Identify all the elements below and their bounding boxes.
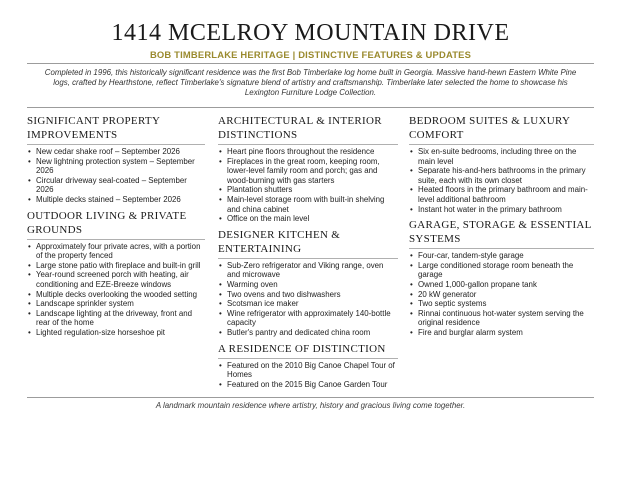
- feature-section: [27, 114, 205, 205]
- section-heading-wrap: [409, 114, 594, 145]
- feature-list-item: • Wine refrigerator with approximately 140-bottle capacity: [218, 309, 398, 328]
- feature-list-item: • Rinnai continuous hot-water system serving the original residence: [409, 309, 594, 328]
- footer-divider: [27, 397, 594, 398]
- feature-list-item: • New lightning protection system – September 2026: [27, 157, 205, 176]
- feature-list: [218, 361, 398, 390]
- feature-list-item: • Four-car, tandem-style garage: [409, 251, 594, 261]
- feature-section: [218, 342, 398, 390]
- feature-list-item: • Warming oven: [218, 280, 398, 290]
- section-heading-wrap: [409, 218, 594, 249]
- feature-list-item: • Large conditioned storage room beneath the garage: [409, 261, 594, 280]
- page-title: 1414 MCELROY MOUNTAIN DRIVE: [111, 20, 510, 46]
- feature-list: [409, 251, 594, 337]
- section-heading-wrap: [218, 228, 398, 259]
- feature-section: [409, 218, 594, 337]
- feature-section: [218, 114, 398, 224]
- feature-list-item: • Two ovens and two dishwashers: [218, 290, 398, 300]
- intro-paragraph: Completed in 1996, this historically significant residence was the first Bob Timberlake log home built in Georgia. Massive hand-hewn Eastern White Pine logs, crafted by Hearthstone, reflect Timberlake's signature blend of artistry and craftsmanship. Timberlake later selected the home to showcase his Lexington Furniture Lodge Collection.: [44, 68, 577, 97]
- header-divider: [27, 63, 594, 64]
- section-heading-wrap: [218, 114, 398, 145]
- feature-section: [218, 228, 398, 338]
- section-title: BEDROOM SUITES & LUXURY COMFORT: [409, 115, 570, 141]
- section-heading-wrap: [27, 114, 205, 145]
- feature-list-item: • Plantation shutters: [218, 185, 398, 195]
- feature-list-item: • Featured on the 2015 Big Canoe Garden Tour: [218, 380, 398, 390]
- feature-list-item: • Office on the main level: [218, 214, 398, 224]
- feature-list-item: • Featured on the 2010 Big Canoe Chapel Tour of Homes: [218, 361, 398, 380]
- feature-list-item: • Main-level storage room with built-in shelving and china cabinet: [218, 195, 398, 214]
- intro-divider: [27, 107, 594, 108]
- feature-list-item: • Landscape lighting at the driveway, front and rear of the home: [27, 309, 205, 328]
- feature-list-item: • Lighted regulation-size horseshoe pit: [27, 328, 205, 338]
- left-column: [27, 114, 205, 342]
- feature-section: [27, 209, 205, 338]
- feature-list-item: • New cedar shake roof – September 2026: [27, 147, 205, 157]
- footer-tagline: A landmark mountain residence where artistry, history and gracious living come together.: [155, 401, 466, 410]
- feature-list-item: • Fire and burglar alarm system: [409, 328, 594, 338]
- feature-list: [218, 147, 398, 224]
- feature-list-item: • 20 kW generator: [409, 290, 594, 300]
- feature-list-item: • Landscape sprinkler system: [27, 299, 205, 309]
- feature-list-item: • Fireplaces in the great room, keeping room, lower-level family room and porch; gas and wood-burning with gas starters: [218, 157, 398, 186]
- section-title: SIGNIFICANT PROPERTY IMPROVEMENTS: [27, 115, 160, 141]
- feature-list-item: • Sub-Zero refrigerator and Viking range, oven and microwave: [218, 261, 398, 280]
- feature-list-item: • Two septic systems: [409, 299, 594, 309]
- section-heading-wrap: [218, 342, 398, 359]
- section-title: OUTDOOR LIVING & PRIVATE GROUNDS: [27, 209, 187, 236]
- page-subtitle: BOB TIMBERLAKE HERITAGE | DISTINCTIVE FEATURES & UPDATES: [149, 49, 472, 60]
- feature-list-item: • Multiple decks stained – September 2026: [27, 195, 205, 205]
- section-title: GARAGE, STORAGE & ESSENTIAL SYSTEMS: [409, 219, 592, 246]
- feature-list-item: • Heated floors in the primary bathroom and main-level additional bathroom: [409, 185, 594, 204]
- feature-list-item: • Circular driveway seal-coated – September 2026: [27, 176, 205, 195]
- feature-list-item: • Owned 1,000-gallon propane tank: [409, 280, 594, 290]
- feature-section: [409, 114, 594, 214]
- feature-list-item: • Heart pine floors throughout the residence: [218, 147, 398, 157]
- right-column: [409, 114, 594, 342]
- feature-list-item: • Year-round screened porch with heating, air conditioning and EZE-Breeze windows: [27, 270, 205, 289]
- feature-list-item: • Large stone patio with fireplace and built-in grill: [27, 261, 205, 271]
- feature-list: [409, 147, 594, 214]
- feature-list: [27, 242, 205, 338]
- section-heading-wrap: [27, 209, 205, 240]
- feature-list-item: • Instant hot water in the primary bathroom: [409, 205, 594, 215]
- feature-list-item: • Butler's pantry and dedicated china room: [218, 328, 398, 338]
- section-title: DESIGNER KITCHEN & ENTERTAINING: [218, 228, 341, 255]
- section-title: ARCHITECTURAL & INTERIOR DISTINCTIONS: [218, 115, 382, 141]
- section-title: A RESIDENCE OF DISTINCTION: [218, 342, 386, 355]
- feature-list-item: • Multiple decks overlooking the wooded setting: [27, 290, 205, 300]
- feature-list-item: • Approximately four private acres, with a portion of the property fenced: [27, 242, 205, 261]
- feature-list: [218, 261, 398, 338]
- feature-list-item: • Six en-suite bedrooms, including three on the main level: [409, 147, 594, 166]
- feature-list-item: • Separate his-and-hers bathrooms in the primary suite, each with its own closet: [409, 166, 594, 185]
- feature-list: [27, 147, 205, 205]
- middle-column: [218, 114, 398, 393]
- feature-list-item: • Scotsman ice maker: [218, 299, 398, 309]
